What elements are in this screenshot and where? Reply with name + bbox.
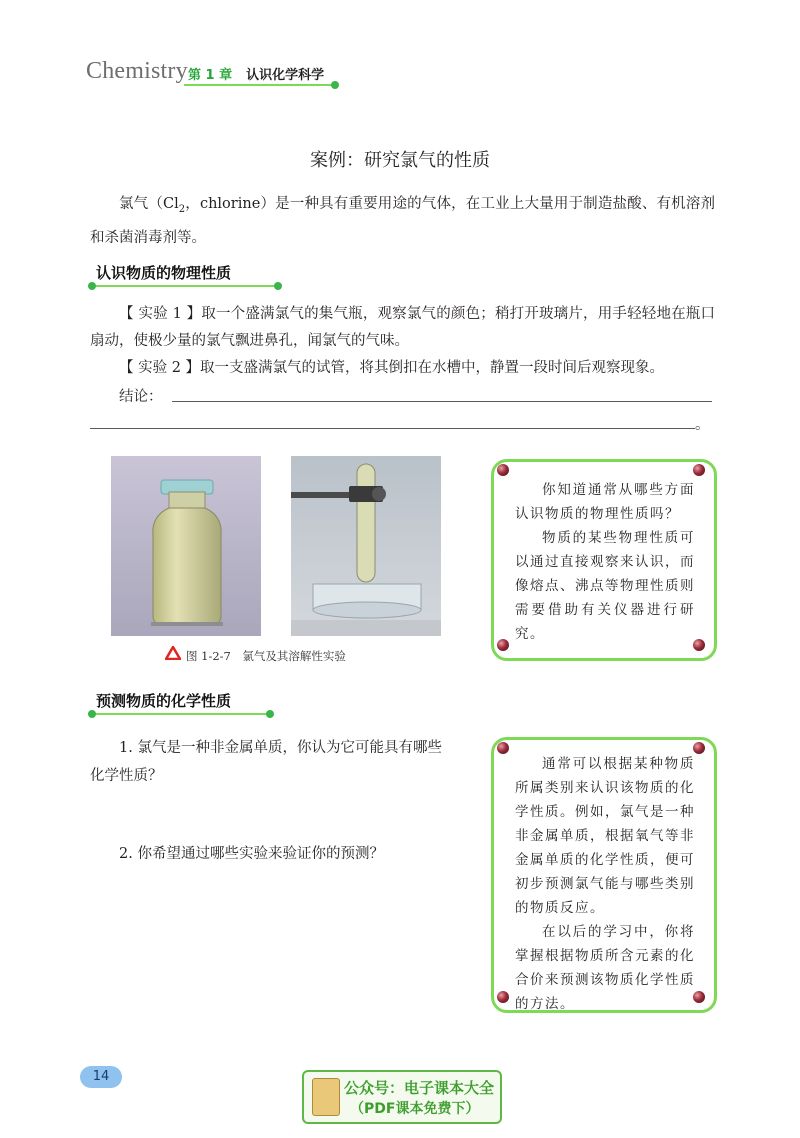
watermark-stamp (302, 1070, 502, 1124)
intro-paragraph (90, 190, 715, 252)
question-2: 2. 你希望通过哪些实验来验证你的预测？ (119, 846, 384, 862)
tip-box-physical-text (515, 478, 695, 646)
chapter-underline (184, 84, 334, 86)
test-tube-trough-photo (291, 456, 441, 636)
tip-box-chemical-p2: 在以后的学习中，你将掌握根据物质所含元素的化合价来预测该物质化学性质的方法。 (515, 924, 695, 1012)
bead-icon (497, 639, 509, 651)
section1-title: 认识物质的物理性质 (96, 264, 232, 282)
bead-icon (497, 742, 509, 754)
section2-dot-right (266, 710, 274, 718)
chapter-underline-dot (331, 81, 339, 89)
tip-box-physical-question: 你知道通常从哪些方面认识物质的物理性质吗？ (515, 482, 695, 522)
chapter-title: 认识化学科学 (246, 68, 325, 83)
bead-icon (497, 464, 509, 476)
section1-dot-left (88, 282, 96, 290)
stamp-line-2: （PDF课本免费下） (350, 1101, 480, 1117)
section2-title: 预测物质的化学性质 (96, 692, 232, 710)
bead-icon (693, 464, 705, 476)
section1-underline (92, 285, 278, 287)
tip-box-chemical-p1: 通常可以根据某种物质所属类别来认识该物质的化学性质。例如，氯气是一种非金属单质，根据氧气等非金属单质的化学性质，便可初步预测氯气能与哪些类别的物质反应。 (515, 756, 695, 916)
question-1: 1. 氯气是一种非金属单质，你认为它可能具有哪些化学性质？ (90, 740, 442, 784)
experiment-1: 【 实验 1 】取一个盛满氯气的集气瓶，观察氯气的颜色；稍打开玻璃片，用手轻轻地在瓶口扇动，使极少量的氯气飘进鼻孔，闻氯气的气味。 (90, 306, 715, 349)
brand-title: Chemistry (86, 58, 188, 84)
section2-underline (92, 713, 270, 715)
conclusion-blank-1 (172, 401, 712, 402)
experiment-2: 【 实验 2 】取一支盛满氯气的试管，将其倒扣在水槽中，静置一段时间后观察现象。 (119, 360, 665, 376)
section2-dot-left (88, 710, 96, 718)
page-number: 14 (80, 1066, 122, 1088)
intro-subscript: 2 (178, 203, 186, 215)
conclusion-blank-2 (90, 428, 695, 429)
intro-text-a: 氯气（Cl (119, 196, 179, 212)
case-title: 案例：研究氯气的性质 (310, 150, 490, 171)
bead-icon (497, 991, 509, 1003)
conclusion-end-mark: 。 (695, 417, 710, 433)
intro-text-b: ，chlorine）是一种具有重要用途的气体，在工业上大量用于制造盐酸、有机溶剂和杀菌消毒剂等。 (90, 196, 716, 246)
figure-triangle-icon (165, 646, 181, 660)
chapter-heading (188, 64, 324, 83)
tip-box-chemical-text (515, 752, 695, 1016)
tip-box-physical-answer: 物质的某些物理性质可以通过直接观察来认识，而像熔点、沸点等物理性质则需要借助有关仪器进行研究。 (515, 530, 695, 642)
book-icon (312, 1078, 340, 1116)
conclusion-label: 结论： (119, 389, 163, 405)
figure-caption: 图 1-2-7 氯气及其溶解性实验 (186, 649, 346, 663)
section1-dot-right (274, 282, 282, 290)
chlorine-gas-bottle-photo (111, 456, 261, 636)
stamp-line-1: 公众号：电子课本大全 (344, 1079, 495, 1097)
chapter-number: 第 1 章 (188, 68, 233, 83)
